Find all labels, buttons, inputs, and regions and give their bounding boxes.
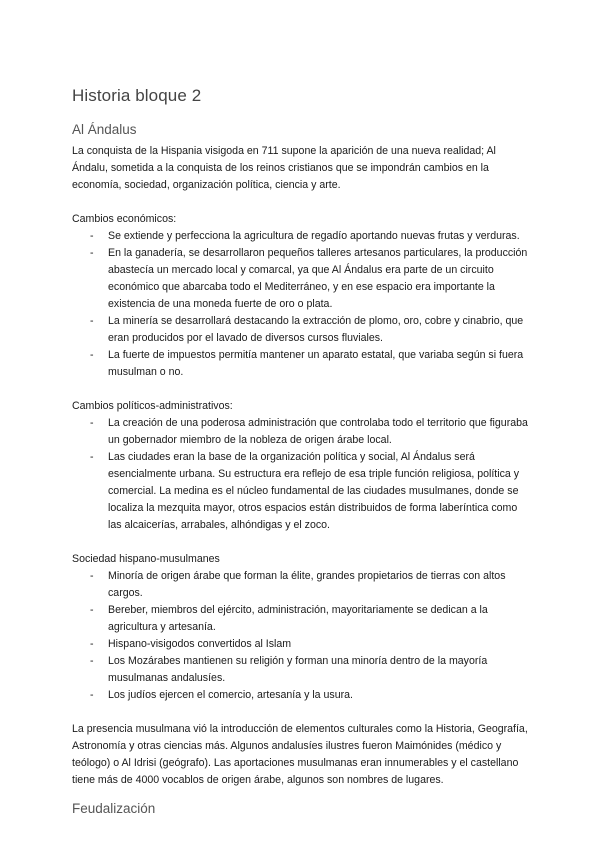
subheading-cambios-economicos: Cambios económicos: (72, 213, 177, 225)
spacer (72, 704, 532, 721)
spacer (72, 194, 532, 211)
list-item (72, 228, 532, 245)
list-item-text: Los Mozárabes mantienen su religión y forman una minoría dentro de la mayoría musulmanas andalusíes. (108, 655, 488, 684)
list-item-text: Bereber, miembros del ejército, administración, mayoritariamente se dedican a la agricultura y artesanía. (108, 604, 488, 633)
list-item-text: La fuerte de impuestos permitía mantener un aparato estatal, que variaba según si fuera musulman o no. (108, 349, 524, 378)
list-cambios-politicos (72, 415, 532, 534)
dash-marker: - (90, 655, 94, 667)
section-heading-feudalizacion: Feudalización (72, 801, 156, 816)
dash-marker: - (90, 247, 94, 259)
list-item (72, 313, 532, 347)
list-item (72, 687, 532, 704)
dash-marker: - (90, 638, 94, 650)
list-item (72, 653, 532, 687)
list-item-text: Las ciudades eran la base de la organización política y social, Al Ándalus será esencialmente urbana. Su estructura era reflejo de esa triple función religiosa, política y comercial. La medina es el núcleo fundamental de las ciudades musulmanes, donde se localiza la mezquita mayor, otros espacios están distribuidos de forma laberíntica como las alcaicerías, arrabales, alhóndigas y el zoco. (108, 451, 520, 531)
dash-marker: - (90, 451, 94, 463)
list-item-text: Hispano-visigodos convertidos al Islam (108, 638, 292, 650)
spacer (72, 381, 532, 398)
dash-marker: - (90, 349, 94, 361)
subheading-sociedad: Sociedad hispano-musulmanes (72, 553, 220, 565)
spacer (72, 534, 532, 551)
subheading-cambios-politicos: Cambios políticos-administrativos: (72, 400, 233, 412)
list-item-text: Se extiende y perfecciona la agricultura de regadío aportando nuevas frutas y verduras. (108, 230, 520, 242)
list-item (72, 415, 532, 449)
list-cambios-economicos (72, 228, 532, 381)
list-item (72, 636, 532, 653)
closing-paragraph: La presencia musulmana vió la introducción de elementos culturales como la Historia, Geografía, Astronomía y otras ciencias más. Algunos andalusíes ilustres fueron Maimónides (médico y teólogo) o Al Idrisi (geógrafo). Las aportaciones musulmanas eran innumerables y el castellano tiene más de 4000 vocablos de origen árabe, algunos son nombres de lugares. (72, 723, 528, 786)
list-item-text: La minería se desarrollará destacando la extracción de plomo, oro, cobre y cinabrio, que eran producidos por el lavado de diversos cursos fluviales. (108, 315, 524, 344)
list-item-text: Minoría de origen árabe que forman la élite, grandes propietarios de tierras con altos cargos. (108, 570, 506, 599)
dash-marker: - (90, 570, 94, 582)
dash-marker: - (90, 689, 94, 701)
list-item-text: En la ganadería, se desarrollaron pequeños talleres artesanos particulares, la producción abastecía un mercado local y comarcal, ya que Al Ándalus era parte de un circuito económico que abarcaba todo el Mediterráneo, y en ese espacio era importante la existencia de una moneda fuerte de oro o plata. (108, 247, 528, 310)
list-item (72, 449, 532, 534)
list-sociedad (72, 568, 532, 704)
document-page (72, 86, 532, 822)
dash-marker: - (90, 417, 94, 429)
dash-marker: - (90, 230, 94, 242)
section-heading-al-andalus: Al Ándalus (72, 122, 137, 137)
dash-marker: - (90, 315, 94, 327)
document-title: Historia bloque 2 (72, 86, 202, 105)
list-item (72, 347, 532, 381)
list-item (72, 245, 532, 313)
intro-paragraph: La conquista de la Hispania visigoda en 711 supone la aparición de una nueva realidad; Al Ándalu, sometida a la conquista de los reinos cristianos que se impondrán cambios en la economía, sociedad, organización política, ciencia y arte. (72, 145, 496, 191)
list-item (72, 602, 532, 636)
list-item-text: Los judíos ejercen el comercio, artesanía y la usura. (108, 689, 353, 701)
list-item (72, 568, 532, 602)
list-item-text: La creación de una poderosa administración que controlaba todo el territorio que figuraba un gobernador miembro de la nobleza de origen árabe local. (108, 417, 528, 446)
dash-marker: - (90, 604, 94, 616)
